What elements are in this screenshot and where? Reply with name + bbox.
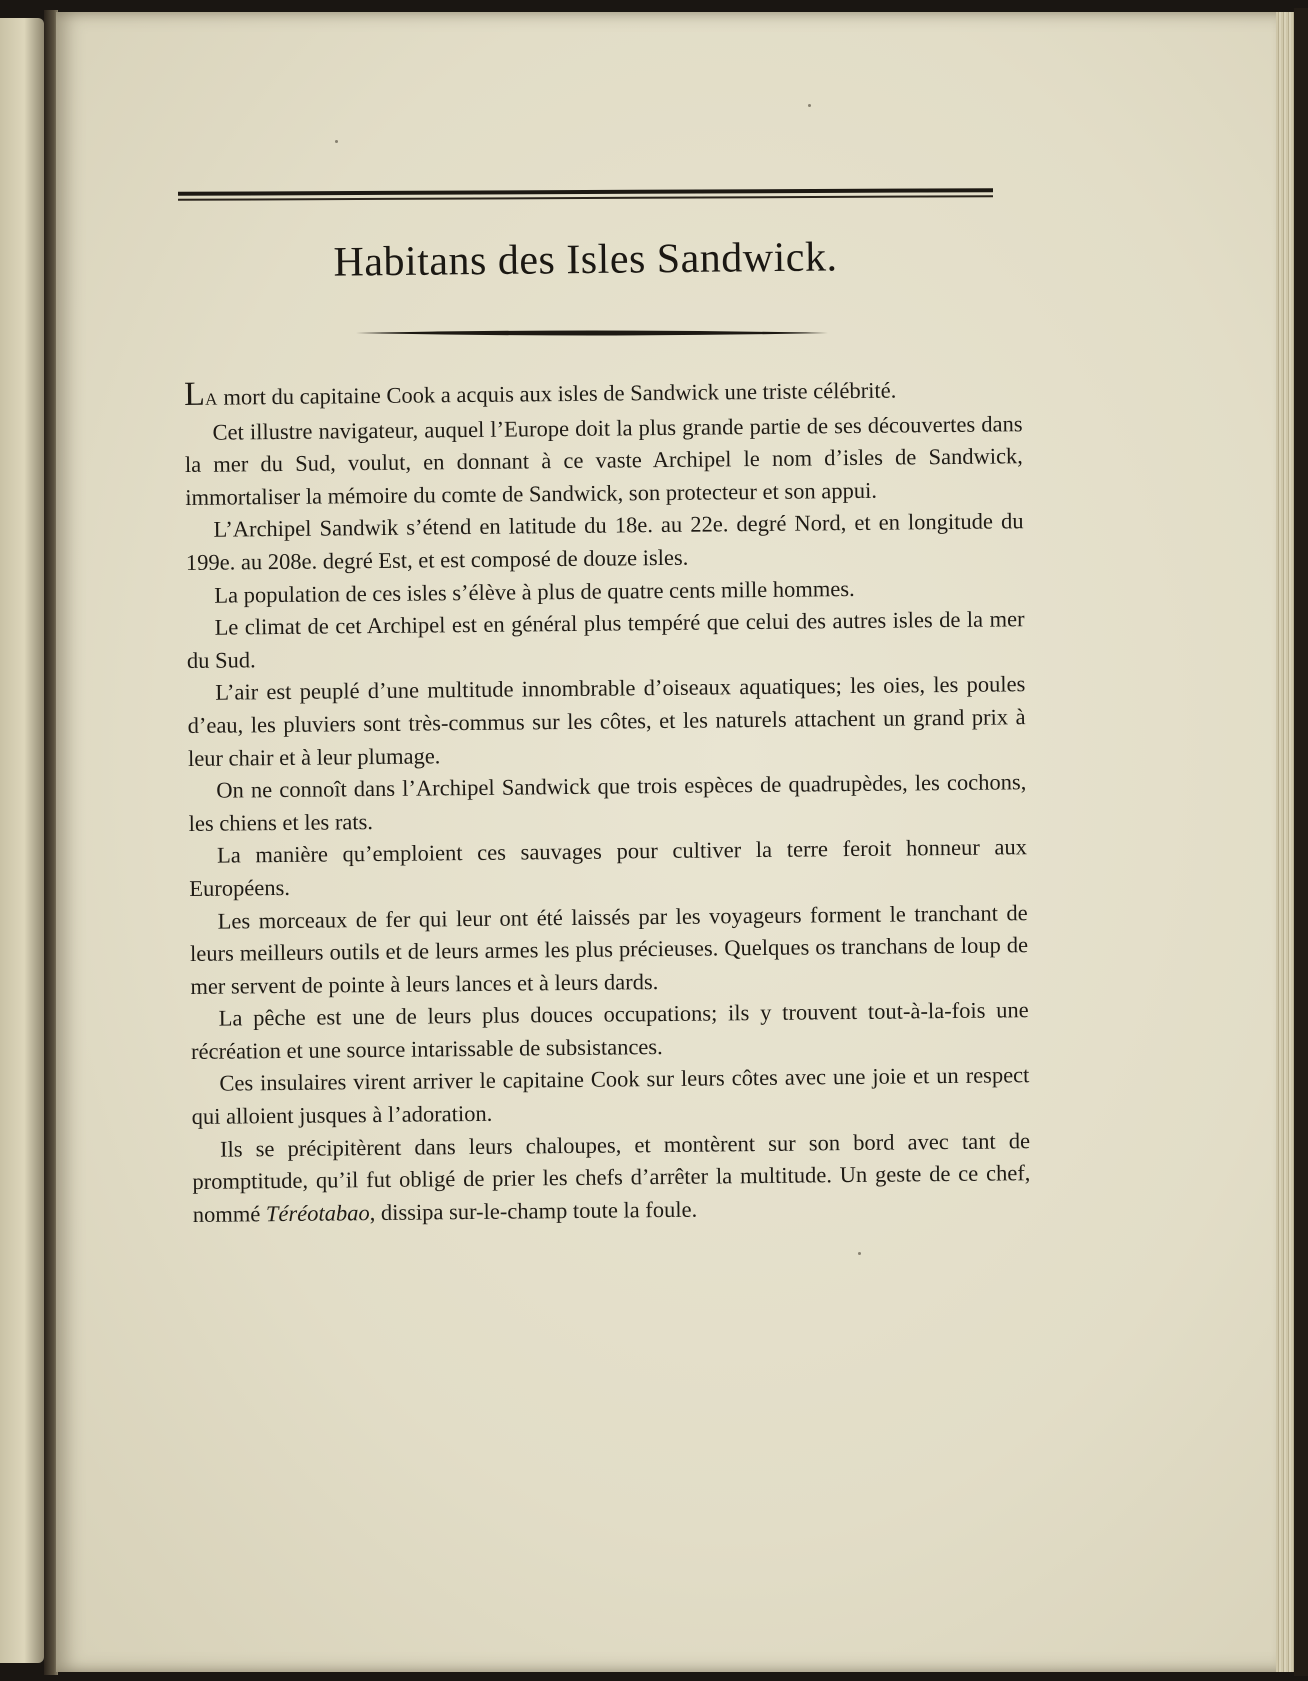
drop-cap: L — [183, 375, 206, 413]
paragraph-text: Ils se précipitèrent dans leurs chaloupes, et montèrent sur son bord avec tant de promptitude, qu’il fut obligé de prier les chefs d’arrêter la multitude. Un geste de ce chef, nommé — [192, 1127, 1031, 1227]
paragraph — [192, 1125, 1031, 1232]
paragraph: La population de ces isles s’élève à plus de quatre cents mille hommes. — [214, 575, 855, 608]
book-cover-edge — [1294, 8, 1308, 1676]
body-text — [184, 369, 1031, 1231]
chief-name: Téréotabao — [265, 1199, 370, 1227]
paragraph: Cet illustre navigateur, auquel l’Europe doit la plus grande partie de ses découvertes dans la mer du Sud, voulut, en donnant à ce vaste Archipel le nom d’isles de Sandwick, immortaliser la mémoire du comte de Sandwick, son protecteur et son appui. — [184, 410, 1023, 510]
paragraph: La manière qu’emploient ces sauvages pour cultiver la terre feroit honneur aux Européens. — [189, 834, 1028, 901]
paragraph: Le climat de cet Archipel est en général plus tempéré que celui des autres isles de la mer du Sud. — [186, 606, 1025, 673]
paragraph: Ces insulaires virent arriver le capitaine Cook sur leurs côtes avec une joie et un respect qui alloient jusques à l’adoration. — [191, 1062, 1030, 1130]
page-stack-edge — [1276, 12, 1294, 1672]
small-cap: A — [204, 389, 218, 409]
paragraph: L’air est peuplé d’une multitude innombrable d’oiseaux aquatiques; les oies, les poules d’eau, les pluviers sont très-commus sur les côtes, et les naturels attachent un grand prix à leur chair et à leur plumage. — [187, 671, 1026, 771]
header-double-rule — [178, 190, 993, 204]
paragraph-text: , dissipa sur-le-champ toute la foule. — [369, 1196, 698, 1225]
ink-spot — [808, 104, 811, 107]
ink-spot — [335, 140, 338, 143]
facing-page-edge — [0, 18, 44, 1663]
paragraph: Les morceaux de fer qui leur ont été laissés par les voyageurs forment le tranchant de leurs meilleurs outils et de leurs armes les plus précieuses. Quelques os tranchans de loup de mer servent de pointe à leurs lances et à leurs dards. — [189, 899, 1029, 999]
paragraph-text: mort du capitaine Cook a acquis aux isles de Sandwick une triste célébrité. — [217, 377, 897, 410]
page-title: Habitans des Isles Sandwick. — [333, 234, 838, 286]
paragraph: On ne connoît dans l’Archipel Sandwick que trois espèces de quadrupèdes, les cochons, les chiens et les rats. — [188, 769, 1027, 836]
paragraph: L’Archipel Sandwik s’étend en latitude du 18e. au 22e. degré Nord, et en longitude du 199e. au 208e. degré Est, et est composé de douze isles. — [185, 508, 1024, 575]
ink-spot — [858, 1252, 861, 1255]
paragraph: La pêche est une de leurs plus douces occupations; ils y trouvent tout-à-la-fois une récréation et une source intarissable de subsistances. — [190, 997, 1029, 1064]
title-ornament-rule — [356, 329, 828, 337]
